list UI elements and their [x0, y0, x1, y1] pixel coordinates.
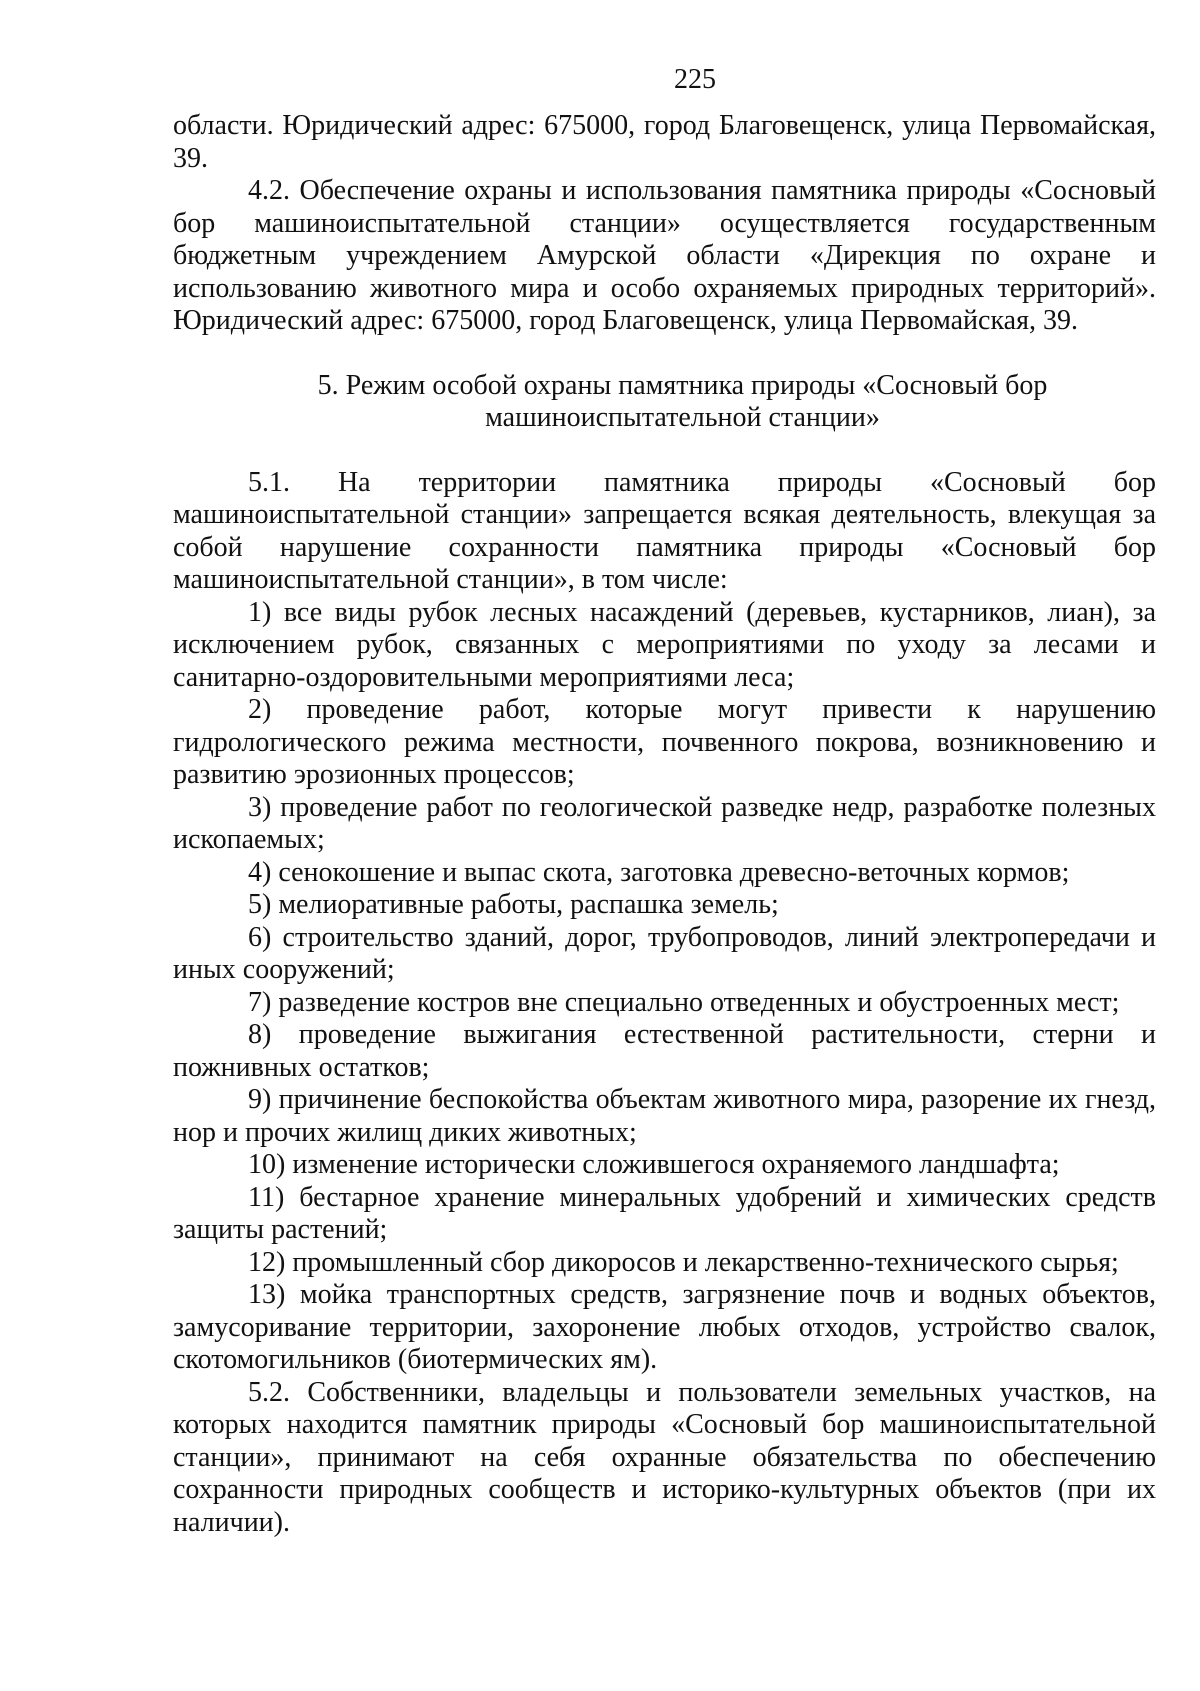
paragraph-item-2: 2) проведение работ, которые могут привести к нарушению гидрологического режима местности, почвенного покрова, возникновению и развитию эрозионных процессов;	[173, 694, 1156, 790]
paragraph-item-3: 3) проведение работ по геологической разведке недр, разработке полезных ископаемых;	[173, 791, 1156, 855]
section-heading-line-1: 5. Режим особой охраны памятника природы «Сосновый бор	[317, 369, 1048, 401]
paragraph-item-10: 10) изменение исторически сложившегося охраняемого ландшафта;	[248, 1149, 1060, 1180]
paragraph-item-5: 5) мелиоративные работы, распашка земель;	[248, 889, 779, 920]
paragraph-item-13: 13) мойка транспортных средств, загрязнение почв и водных объектов, замусоривание территории, захоронение любых отходов, устройство свалок, скотомогильников (биотермических ям).	[173, 1279, 1156, 1375]
section-heading-line-2: машиноиспытательной станции»	[485, 402, 880, 433]
paragraph-item-11: 11) бестарное хранение минеральных удобрений и химических средств защиты растений;	[173, 1181, 1156, 1245]
paragraph-p-address-cont: области. Юридический адрес: 675000, город Благовещенск, улица Первомайская, 39.	[173, 110, 1156, 174]
paragraph-p-5-1: 5.1. На территории памятника природы «Сосновый бор машиноиспытательной станции» запрещается всякая деятельность, влекущая за собой нарушение сохранности памятника природы «Сосновый бор машиноиспытательной станции», в том числе:	[173, 466, 1156, 595]
paragraph-item-6: 6) строительство зданий, дорог, трубопроводов, линий электропередачи и иных сооружений;	[173, 921, 1156, 985]
section-heading	[173, 370, 1156, 435]
paragraph-item-8: 8) проведение выжигания естественной растительности, стерни и пожнивных остатков;	[173, 1019, 1156, 1083]
paragraph-p-5-2: 5.2. Собственники, владельцы и пользователи земельных участков, на которых находится памятник природы «Сосновый бор машиноиспытательной станции», принимают на себя охранные обязательства по обеспечению сохранности природных сообществ и историко-культурных объектов (при их наличии).	[173, 1376, 1156, 1538]
document-body	[173, 110, 1156, 1539]
paragraphs-after-section	[173, 467, 1156, 1540]
paragraph-item-4: 4) сенокошение и выпас скота, заготовка древесно-веточных кормов;	[248, 856, 1070, 888]
paragraph-item-7: 7) разведение костров вне специально отведенных и обустроенных мест;	[248, 986, 1120, 1018]
page-number: 225	[674, 64, 716, 95]
paragraph-item-1: 1) все виды рубок лесных насаждений (деревьев, кустарников, лиан), за исключением рубок, связанных с мероприятиями по уходу за лесами и санитарно-оздоровительными мероприятиями леса;	[173, 596, 1156, 693]
paragraph-item-12: 12) промышленный сбор дикоросов и лекарственно-технического сырья;	[248, 1246, 1119, 1278]
paragraph-p-4-2: 4.2. Обеспечение охраны и использования памятника природы «Сосновый бор машиноиспытательной станции» осуществляется государственным бюджетным учреждением Амурской области «Дирекция по охране и использованию животного мира и особо охраняемых природных территорий». Юридический адрес: 675000, город Благовещенск, улица Первомайская, 39.	[173, 175, 1156, 336]
paragraph-item-9: 9) причинение беспокойства объектам животного мира, разорение их гнезд, нор и прочих жилищ диких животных;	[173, 1084, 1156, 1148]
paragraphs-before-section	[173, 110, 1156, 338]
